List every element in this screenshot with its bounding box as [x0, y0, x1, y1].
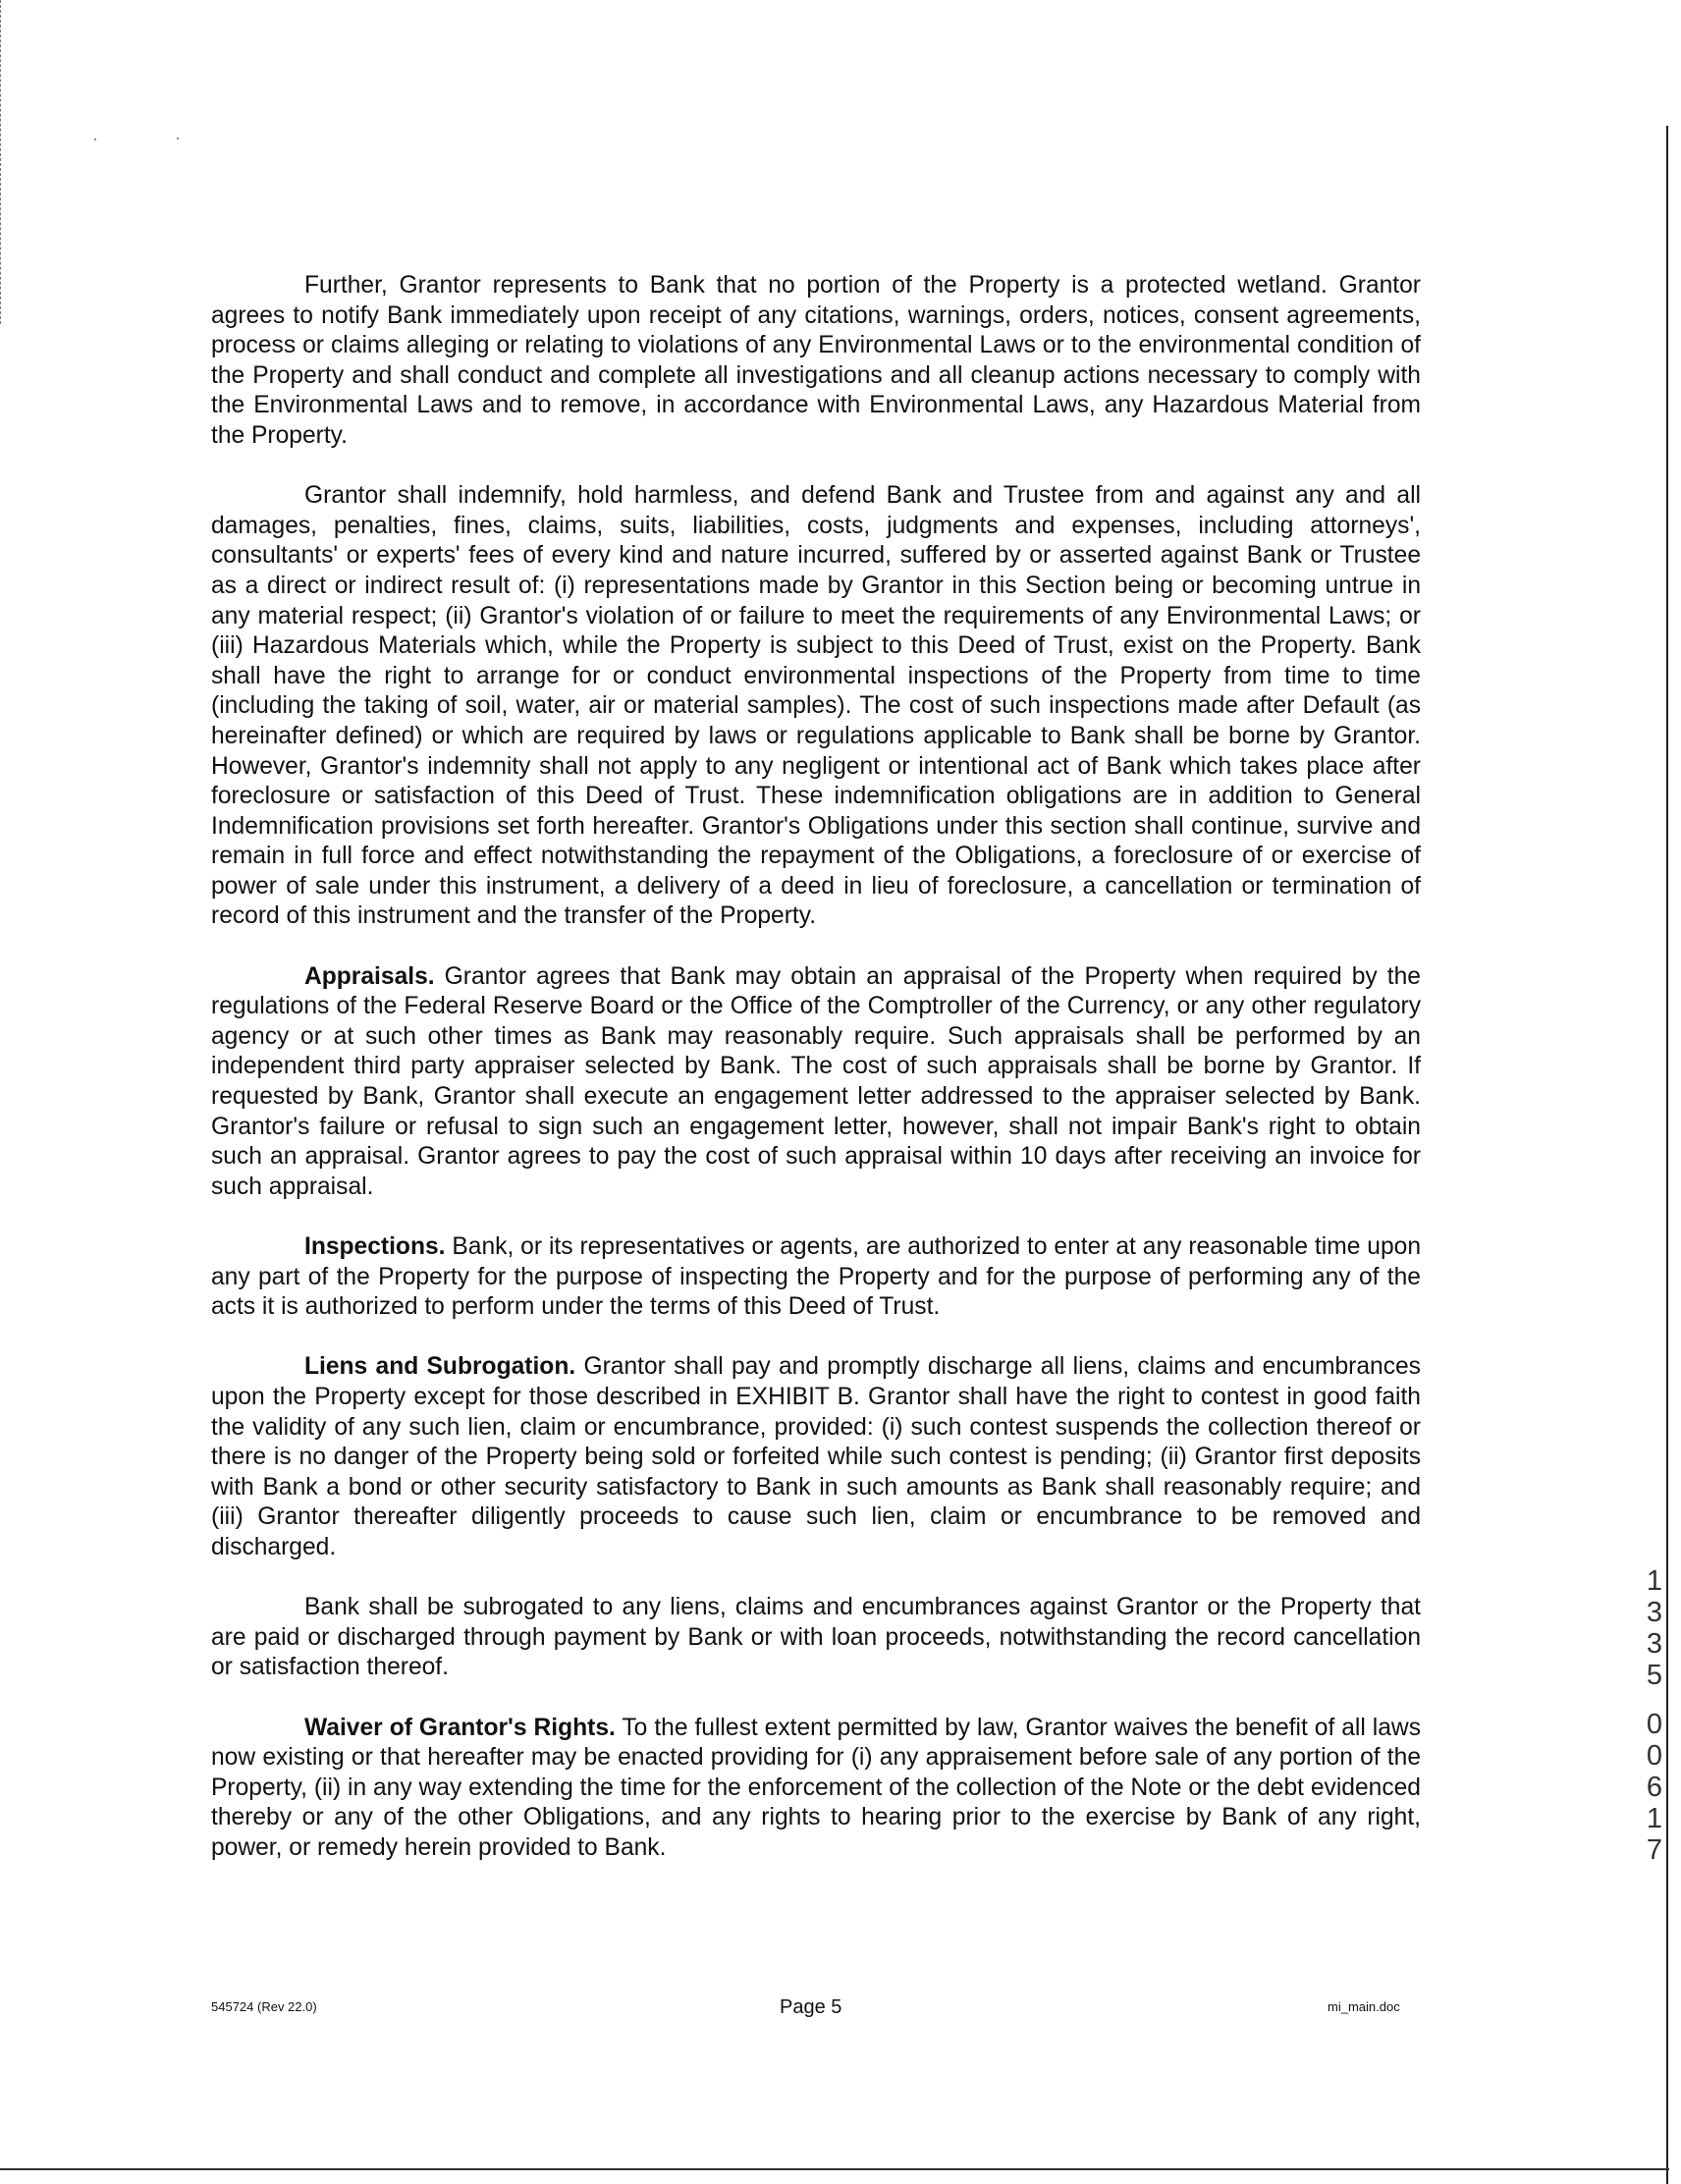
paragraph-text: Bank shall be subrogated to any liens, claims and encumbrances against Grantor or the Property that are paid or discharged through payment by Bank or with loan proceeds, notwithstanding the record cancellation or satisfaction thereof. — [211, 1594, 1421, 1681]
stamp-digit: 5 — [1646, 1660, 1663, 1691]
paragraph-liens — [211, 1352, 1421, 1562]
scan-bottom-edge — [0, 2168, 1669, 2170]
stamp-digit: 3 — [1646, 1597, 1663, 1628]
scan-speck — [177, 137, 179, 139]
paragraph-heading: Inspections. — [304, 1233, 446, 1260]
stamp-gap — [1635, 1691, 1674, 1709]
paragraph-text: Further, Grantor represents to Bank that no portion of the Property is a protected wetland. Grantor agrees to notify Bank immediately upon receipt of any citations, warnings, orders, notices, consent agreements, process or claims alleging or relating to violations of any Environmental Laws or to the environmental condition of the Property and shall conduct and complete all investigations and all cleanup actions necessary to comply with the Environmental Laws and to remove, in accordance with Environmental Laws, any Hazardous Material from the Property. — [211, 272, 1421, 449]
footer-file-name: mi_main.doc — [1328, 1999, 1400, 2014]
paragraph-text: Grantor shall indemnify, hold harmless, and defend Bank and Trustee from and against any and all damages, penalties, fines, claims, suits, liabilities, costs, judgments and expenses, including attorneys', consultants' or experts' fees of every kind and nature incurred, suffered by or asserted against Bank or Trustee as a direct or indirect result of: (i) representations made by Grantor in this Section being or becoming untrue in any material respect; (ii) Grantor's violation of or failure to meet the requirements of any Environmental Laws; or (iii) Hazardous Materials which, while the Property is subject to this Deed of Trust, exist on the Property. Bank shall have the right to arrange for or conduct environmental inspections of the Property from time to time (including the taking of soil, water, air or material samples). The cost of such inspections made after Default (as hereinafter defined) or which are required by laws or regulations applicable to Bank shall be borne by Grantor. However, Grantor's indemnity shall not apply to any negligent or intentional act of Bank which takes place after foreclosure or satisfaction of this Deed of Trust. These indemnification obligations are in addition to General Indemnification provisions set forth hereafter. Grantor's Obligations under this section shall continue, survive and remain in full force and effect notwithstanding the repayment of the Obligations, a foreclosure of or exercise of power of sale under this instrument, a delivery of a deed in lieu of foreclosure, a cancellation or termination of record of this instrument and the transfer of the Property. — [211, 482, 1421, 930]
paragraph-indemnify — [211, 481, 1421, 932]
paragraph-heading: Waiver of Grantor's Rights. — [304, 1714, 616, 1741]
stamp-digit: 0 — [1646, 1709, 1663, 1740]
footer-form-number: 545724 (Rev 22.0) — [211, 1999, 317, 2014]
stamp-digit: 3 — [1646, 1628, 1663, 1660]
paragraph-heading: Appraisals. — [304, 962, 435, 990]
recording-stamp — [1635, 1565, 1674, 1866]
stamp-digit: 1 — [1646, 1803, 1663, 1834]
paragraph-text: To the fullest extent permitted by law, Grantor waives the benefit of all laws now existing or that hereafter may be enacted providing for (i) any appraisement before sale of any portion of the Property, (ii) in any way extending the time for the enforcement of the collection of the Note or the debt evidenced thereby or any of the other Obligations, and any rights to hearing prior to the exercise by Bank of any right, power, or remedy herein provided to Bank. — [211, 1714, 1421, 1861]
scan-left-edge — [0, 0, 2, 324]
paragraph-text: Grantor shall pay and promptly discharge all liens, claims and encumbrances upon the Property except for those described in EXHIBIT B. Grantor shall have the right to contest in good faith the validity of any such lien, claim or encumbrance, provided: (i) such contest suspends the collection thereof or there is no danger of the Property being sold or forfeited while such contest is pending; (ii) Grantor first deposits with Bank a bond or other security satisfactory to Bank in such amounts as Bank shall reasonably require; and (iii) Grantor thereafter diligently proceeds to cause such lien, claim or encumbrance to be removed and discharged. — [211, 1353, 1421, 1560]
paragraph-text: Bank, or its representatives or agents, are authorized to enter at any reasonable time upon any part of the Property for the purpose of inspecting the Property and for the purpose of performing any of the acts it is authorized to perform under the terms of this Deed of Trust. — [211, 1233, 1421, 1321]
scan-right-edge — [1666, 126, 1668, 2184]
stamp-digit: 1 — [1646, 1565, 1663, 1597]
stamp-digit: 6 — [1646, 1772, 1663, 1803]
paragraph-inspections — [211, 1232, 1421, 1323]
document-body — [211, 271, 1421, 1893]
paragraph-text: Grantor agrees that Bank may obtain an appraisal of the Property when required by the regulations of the Federal Reserve Board or the Office of the Comptroller of the Currency, or any other regulatory agency or at such other times as Bank may reasonably require. Such appraisals shall be performed by an independent third party appraiser selected by Bank. The cost of such appraisals shall be borne by Grantor. If requested by Bank, Grantor shall execute an engagement letter addressed to the appraiser selected by Bank. Grantor's failure or refusal to sign such an engagement letter, however, shall not impair Bank's right to obtain such an appraisal. Grantor agrees to pay the cost of such appraisal within 10 days after receiving an invoice for such appraisal. — [211, 962, 1421, 1200]
stamp-digit: 7 — [1646, 1834, 1663, 1866]
paragraph-appraisals — [211, 962, 1421, 1203]
paragraph-wetland — [211, 271, 1421, 452]
paragraph-waiver — [211, 1714, 1421, 1864]
paragraph-subrogation — [211, 1593, 1421, 1683]
footer-page-number: Page 5 — [780, 1996, 842, 2018]
paragraph-heading: Liens and Subrogation. — [304, 1353, 576, 1381]
scan-speck — [94, 138, 96, 140]
stamp-digit: 0 — [1646, 1740, 1663, 1772]
